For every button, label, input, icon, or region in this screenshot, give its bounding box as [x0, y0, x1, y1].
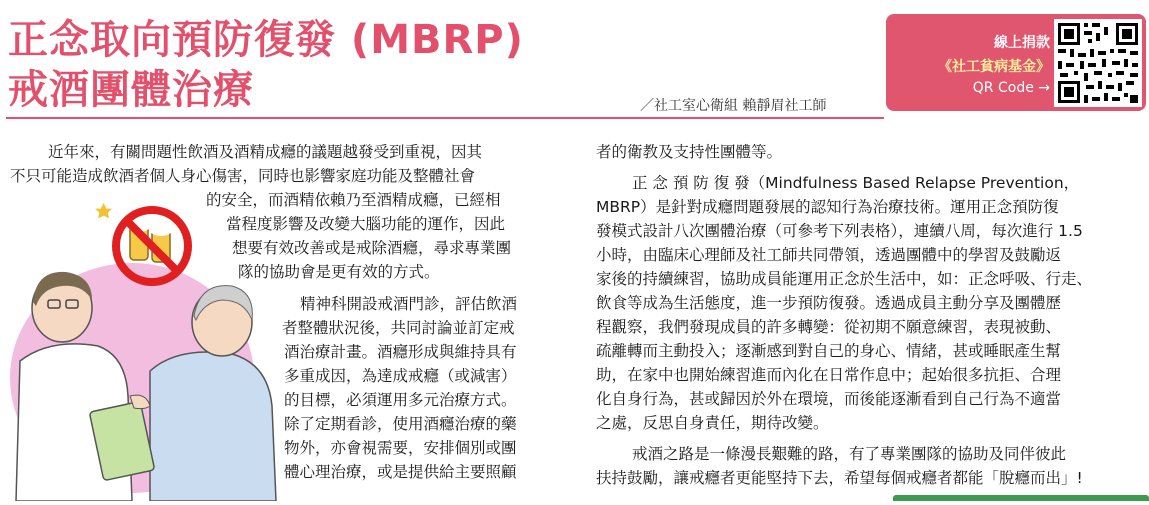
text-line: MBRP）是針對成癮問題發展的認知行為治療技術。運用正念預防復 [596, 198, 1059, 216]
text-line: 者整體狀況後，共同討論並訂定戒 [282, 319, 515, 337]
text-line: 扶持鼓勵，讓戒癮者更能堅持下去，希望每個戒癮者都能「脫癮而出」! [596, 469, 1083, 487]
text-line: 的目標，必須運用多元治療方式。 [284, 391, 517, 409]
text-line: 助，在家中也開始練習進而內化在日常作息中；起始很多抗拒、合理 [596, 366, 1062, 384]
text-line: 化自身行為，甚或歸因於外在環境，而後能逐漸看到自己行為不適當 [596, 390, 1062, 408]
text-line: 者的衛教及支持性團體等。 [596, 143, 783, 161]
donation-label: 線上捐款 [994, 35, 1050, 51]
donation-fund-name: 《社工貧病基金》 [938, 59, 1050, 75]
donation-qr-label: QR Code → [972, 80, 1050, 96]
text-line: 不只可能造成飲酒者個人身心傷害，同時也影響家庭功能及整體社會 [10, 167, 476, 185]
text-line: 物外，亦會視需要，安排個別或團 [284, 439, 517, 457]
text-line: 體心理治療，或是提供給主要照顧 [284, 463, 517, 481]
text-line: 之處，反思自身責任，期待改變。 [596, 414, 829, 432]
text-line: 除了定期看診，使用酒癮治療的藥 [284, 415, 517, 433]
text-line: 的安全，而酒精依賴乃至酒精成癮，已經相 [206, 191, 501, 209]
text-line: 戒酒之路是一條漫長艱難的路，有了專業團隊的協助及同伴彼此 [632, 445, 1067, 463]
text-line: 想要有效改善或是戒除酒癮，尋求專業團 [232, 239, 512, 257]
donation-box[interactable] [886, 14, 1146, 111]
text-line: 疏離轉而主動投入；逐漸感到對自己的身心、情緒，甚或睡眠產生幫 [596, 342, 1062, 360]
text-line: 多重成因，為達成戒癮（或減害） [284, 367, 517, 385]
title-divider [6, 117, 884, 119]
text-line: 發模式設計八次團體治療（可參考下列表格），連續八周，每次進行 1.5 [596, 222, 1083, 240]
text-line: 小時，由臨床心理師及社工師共同帶領，透過團體中的學習及鼓勵返 [596, 246, 1062, 264]
text-line: 正 念 預 防 復 發（Mindfulness Based Relapse Prevention， [632, 174, 1080, 192]
title-line-2: 戒酒團體治療 [8, 67, 254, 113]
text-line: 程觀察，我們發現成員的許多轉變：從初期不願意練習，表現被動、 [596, 318, 1062, 336]
green-corner-bar [893, 495, 1149, 501]
text-line: 酒治療計畫。酒癮形成與維持具有 [284, 343, 517, 361]
text-line: 隊的協助會是更有效的方式。 [238, 263, 440, 281]
text-line: 近年來，有關問題性飲酒及酒精成癮的議題越發受到重視，因其 [48, 143, 483, 161]
title-line-1: 正念取向預防復發 (MBRP) [8, 17, 524, 63]
text-line: 當程度影響及改變大腦功能的運作，因此 [226, 215, 506, 233]
qr-code-icon[interactable] [1054, 19, 1142, 107]
byline: ／社工室心衛組 賴靜眉社工師 [640, 98, 827, 114]
text-line: 家後的持續練習，協助成員能運用正念於生活中，如：正念呼吸、行走、 [596, 270, 1093, 288]
text-line: 精神科開設戒酒門診，評估飲酒 [300, 295, 518, 313]
text-line: 飲食等成為生活態度，進一步預防復發。透過成員主動分享及團體歷 [596, 294, 1062, 312]
